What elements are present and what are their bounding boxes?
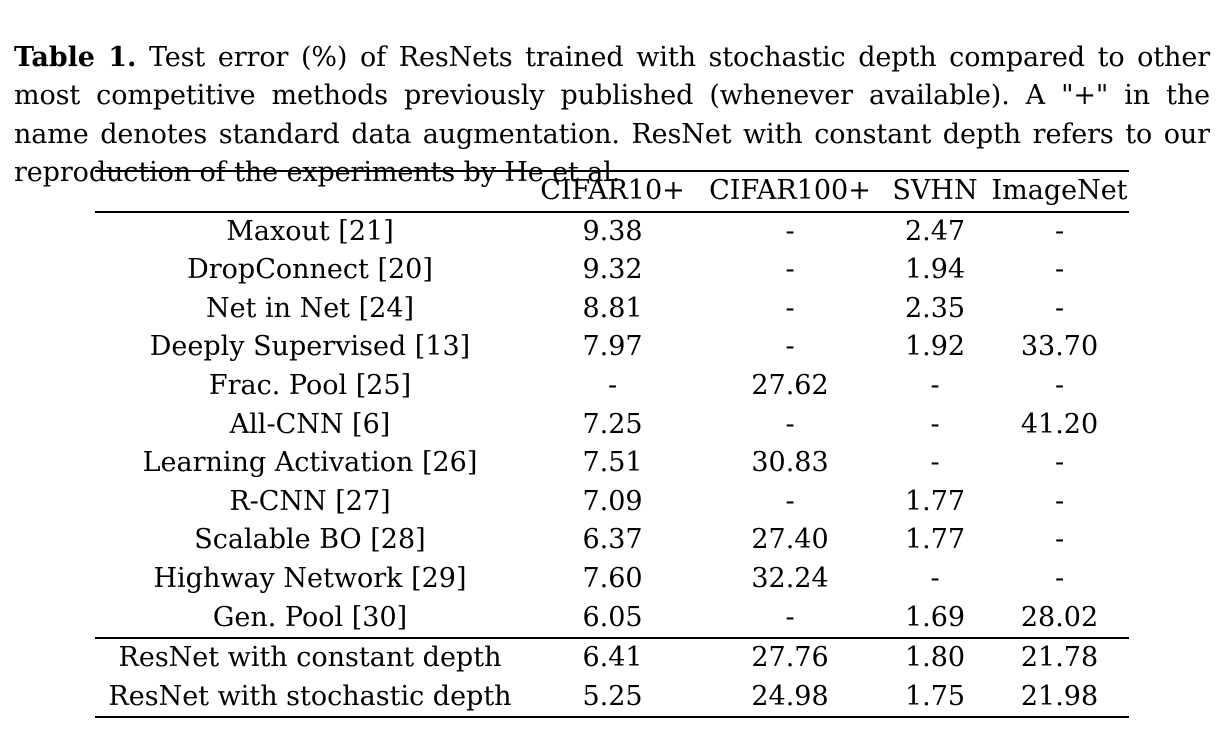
imagenet-value: -	[1054, 215, 1065, 247]
imagenet-value: 21.98	[1020, 680, 1099, 712]
cifar10-value: 5.25	[582, 680, 643, 712]
table-row	[95, 251, 1129, 290]
table-row	[95, 521, 1129, 560]
header-svhn: SVHN	[892, 175, 978, 206]
caption-text: Test error (%) of ResNets trained with stochastic depth compared to other most competitive methods previously published (whenever available). A "+" in the name denotes standard data augmentation. ResNet with constant depth refers to our reproduction of the experiments by He et al.	[14, 42, 1211, 188]
imagenet-value: -	[1054, 447, 1065, 479]
header-imagenet: ImageNet	[991, 175, 1128, 206]
header-method	[95, 171, 525, 212]
method-name: DropConnect [20]	[187, 254, 433, 286]
imagenet-value: 21.78	[1020, 642, 1099, 674]
svhn-value: -	[930, 447, 940, 479]
table-row	[95, 367, 1129, 406]
method-name: Frac. Pool [25]	[208, 369, 412, 401]
imagenet-value: -	[1054, 254, 1065, 286]
cifar100-value: 27.76	[751, 642, 829, 674]
cifar10-value: 7.60	[582, 562, 643, 594]
cifar100-value: -	[785, 254, 795, 286]
method-name: R-CNN [27]	[229, 485, 391, 517]
table-row	[95, 212, 1129, 252]
svhn-value: 1.77	[904, 524, 966, 556]
table-row-ours	[95, 678, 1129, 718]
method-name: Deeply Supervised [13]	[149, 331, 471, 363]
cifar10-value: 8.81	[582, 292, 643, 324]
cifar100-value: 27.62	[751, 369, 829, 401]
header-cifar10: CIFAR10+	[540, 175, 685, 206]
svhn-value: 1.75	[904, 680, 966, 712]
cifar10-value: 9.38	[582, 215, 643, 247]
cifar100-value: 32.24	[751, 562, 829, 594]
imagenet-value: 28.02	[1020, 601, 1099, 633]
cifar10-value: 7.25	[582, 408, 643, 440]
table-row	[95, 560, 1129, 599]
svhn-value: -	[930, 408, 940, 440]
prior-methods-body	[95, 212, 1129, 639]
imagenet-value: -	[1054, 485, 1065, 517]
results-table	[95, 170, 1129, 718]
method-name: Gen. Pool [30]	[212, 601, 408, 633]
cifar10-value: 7.09	[582, 485, 643, 517]
svhn-value: -	[930, 562, 940, 594]
cifar100-value: -	[785, 331, 795, 363]
svhn-value: 1.94	[904, 254, 966, 286]
imagenet-value: 41.20	[1020, 408, 1099, 440]
method-name: ResNet with stochastic depth	[108, 680, 512, 712]
method-name: ResNet with constant depth	[118, 642, 502, 674]
cifar100-value: -	[785, 485, 795, 517]
table-header	[95, 171, 1129, 212]
svhn-value: 1.77	[904, 485, 966, 517]
svhn-value: 2.35	[904, 292, 966, 324]
cifar100-value: 30.83	[751, 447, 829, 479]
cifar100-value: -	[785, 601, 795, 633]
caption-label: Table 1.	[14, 42, 137, 73]
svhn-value: 1.69	[904, 601, 966, 633]
svhn-value: 1.92	[904, 331, 966, 363]
cifar10-value: 7.97	[582, 331, 643, 363]
method-name: Maxout [21]	[226, 215, 394, 247]
method-name: All-CNN [6]	[229, 408, 391, 440]
imagenet-value: -	[1054, 292, 1065, 324]
table-row	[95, 444, 1129, 483]
imagenet-value: -	[1054, 369, 1065, 401]
svhn-value: 1.80	[904, 642, 966, 674]
cifar10-value: -	[607, 369, 618, 401]
cifar10-value: 6.37	[582, 524, 643, 556]
cifar10-value: 9.32	[582, 254, 643, 286]
cifar100-value: -	[785, 408, 795, 440]
method-name: Learning Activation [26]	[142, 447, 478, 479]
table-row	[95, 406, 1129, 445]
cifar10-value: 6.41	[582, 642, 643, 674]
table-row-ours	[95, 638, 1129, 678]
method-name: Net in Net [24]	[205, 292, 415, 324]
cifar100-value: 27.40	[751, 524, 829, 556]
svhn-value: -	[930, 369, 940, 401]
svhn-value: 2.47	[904, 215, 966, 247]
imagenet-value: 33.70	[1020, 331, 1099, 363]
table-row	[95, 328, 1129, 367]
cifar10-value: 6.05	[582, 601, 643, 633]
table-row	[95, 483, 1129, 522]
cifar100-value: -	[785, 215, 795, 247]
table-row	[95, 599, 1129, 639]
table-row	[95, 290, 1129, 329]
cifar100-value: -	[785, 292, 795, 324]
imagenet-value: -	[1054, 524, 1065, 556]
header-row	[95, 171, 1129, 212]
cifar100-value: 24.98	[751, 680, 829, 712]
cifar10-value: 7.51	[582, 447, 643, 479]
imagenet-value: -	[1054, 562, 1065, 594]
method-name: Highway Network [29]	[153, 562, 467, 594]
method-name: Scalable BO [28]	[194, 524, 426, 556]
header-cifar100: CIFAR100+	[709, 175, 871, 206]
our-methods-body	[95, 638, 1129, 717]
